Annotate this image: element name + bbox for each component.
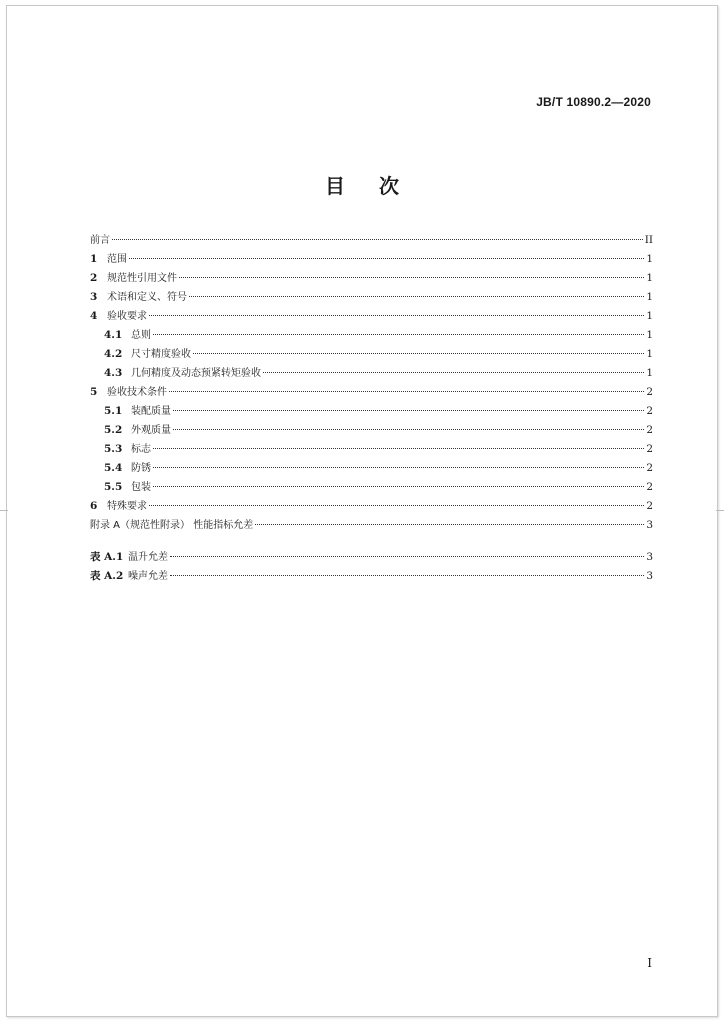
- toc-leader-dots: [173, 410, 644, 411]
- toc-entry-number: 5.2: [104, 424, 123, 436]
- toc-entry-page: 2: [646, 386, 653, 398]
- right-edge-mark: [716, 510, 724, 511]
- toc-entry-page: 1: [646, 272, 653, 284]
- toc-leader-dots: [170, 575, 644, 576]
- toc-entry-label: 验收技术条件: [107, 387, 167, 398]
- toc-leader-dots: [149, 315, 644, 316]
- toc-entry-label: 验收要求: [107, 311, 147, 322]
- page-number: I: [647, 956, 652, 970]
- toc-leader-dots: [153, 334, 644, 335]
- toc-leader-dots: [179, 277, 644, 278]
- toc-entry-page: 3: [646, 519, 653, 531]
- toc-entry-label: 规范性引用文件: [107, 273, 177, 284]
- toc-entry[interactable]: [90, 250, 653, 269]
- toc-entry[interactable]: [90, 345, 653, 364]
- toc-entry-label: 外观质量: [131, 425, 171, 436]
- toc-entry-number: 4.1: [104, 329, 123, 341]
- page-title: 目次: [325, 174, 433, 198]
- toc-entry-label: 特殊要求: [107, 501, 147, 512]
- toc-leader-dots: [255, 524, 644, 525]
- toc-entry-label: 范围: [107, 254, 127, 265]
- toc-leader-dots: [193, 353, 644, 354]
- toc-leader-dots: [153, 448, 644, 449]
- toc-leader-dots: [169, 391, 644, 392]
- toc-leader-dots: [153, 486, 644, 487]
- toc-entry-number: 5: [90, 386, 98, 398]
- table-of-contents: [90, 231, 653, 535]
- toc-entry-number: 表 A.1: [90, 551, 124, 563]
- toc-entry-page: 1: [646, 291, 653, 303]
- toc-leader-dots: [263, 372, 644, 373]
- toc-entry-page: 2: [646, 462, 653, 474]
- list-of-tables: [90, 548, 653, 586]
- toc-entry-page: 2: [646, 443, 653, 455]
- toc-entry-label: 包装: [131, 482, 151, 493]
- toc-entry[interactable]: [90, 567, 653, 586]
- toc-entry[interactable]: [90, 421, 653, 440]
- toc-entry-label: 温升允差: [128, 552, 168, 563]
- toc-leader-dots: [112, 239, 643, 240]
- toc-entry-number: 6: [90, 500, 98, 512]
- toc-entry-number: 4.3: [104, 367, 123, 379]
- toc-entry-number: 2: [90, 272, 98, 284]
- toc-entry[interactable]: [90, 364, 653, 383]
- document-code: JB/T 10890.2—2020: [536, 95, 651, 109]
- toc-entry[interactable]: [90, 440, 653, 459]
- toc-entry-label: 前言: [90, 235, 110, 246]
- toc-entry-page: 3: [646, 551, 653, 563]
- toc-leader-dots: [189, 296, 644, 297]
- toc-entry[interactable]: [90, 326, 653, 345]
- toc-entry-number: 5.3: [104, 443, 123, 455]
- toc-entry[interactable]: [90, 288, 653, 307]
- toc-entry-page: 1: [646, 367, 653, 379]
- toc-entry-number: 3: [90, 291, 98, 303]
- toc-entry-label: 几何精度及动态预紧转矩验收: [131, 368, 261, 379]
- toc-entry-page: II: [644, 234, 653, 246]
- toc-entry-label: 尺寸精度验收: [131, 349, 191, 360]
- toc-entry[interactable]: [90, 383, 653, 402]
- toc-entry[interactable]: [90, 497, 653, 516]
- toc-entry[interactable]: [90, 516, 653, 535]
- toc-entry-page: 3: [646, 570, 653, 582]
- toc-entry-number: 表 A.2: [90, 570, 124, 582]
- toc-entry[interactable]: [90, 231, 653, 250]
- toc-entry-page: 1: [646, 348, 653, 360]
- toc-entry-label: 标志: [131, 444, 151, 455]
- toc-entry[interactable]: [90, 478, 653, 497]
- toc-leader-dots: [129, 258, 644, 259]
- toc-entry-number: 1: [90, 253, 98, 265]
- toc-leader-dots: [153, 467, 644, 468]
- toc-entry-page: 2: [646, 405, 653, 417]
- toc-leader-dots: [173, 429, 644, 430]
- toc-entry-label: 术语和定义、符号: [107, 292, 187, 303]
- toc-entry-label: 总则: [131, 330, 151, 341]
- toc-entry-number: 5.1: [104, 405, 123, 417]
- toc-entry-label: 附录 A（规范性附录） 性能指标允差: [90, 520, 254, 531]
- toc-entry-page: 1: [646, 310, 653, 322]
- toc-entry-number: 5.5: [104, 481, 123, 493]
- toc-leader-dots: [149, 505, 644, 506]
- toc-entry-label: 装配质量: [131, 406, 171, 417]
- toc-entry[interactable]: [90, 307, 653, 326]
- toc-entry[interactable]: [90, 269, 653, 288]
- toc-entry-page: 1: [646, 253, 653, 265]
- toc-entry[interactable]: [90, 459, 653, 478]
- left-edge-mark: [0, 510, 8, 511]
- toc-entry[interactable]: [90, 548, 653, 567]
- toc-entry-number: 4: [90, 310, 98, 322]
- toc-entry-label: 防锈: [131, 463, 151, 474]
- toc-entry-page: 2: [646, 424, 653, 436]
- toc-entry-page: 2: [646, 481, 653, 493]
- toc-entry-number: 5.4: [104, 462, 123, 474]
- toc-entry-page: 2: [646, 500, 653, 512]
- toc-leader-dots: [170, 556, 644, 557]
- toc-entry-label: 噪声允差: [128, 571, 168, 582]
- toc-entry[interactable]: [90, 402, 653, 421]
- toc-entry-number: 4.2: [104, 348, 123, 360]
- toc-entry-page: 1: [646, 329, 653, 341]
